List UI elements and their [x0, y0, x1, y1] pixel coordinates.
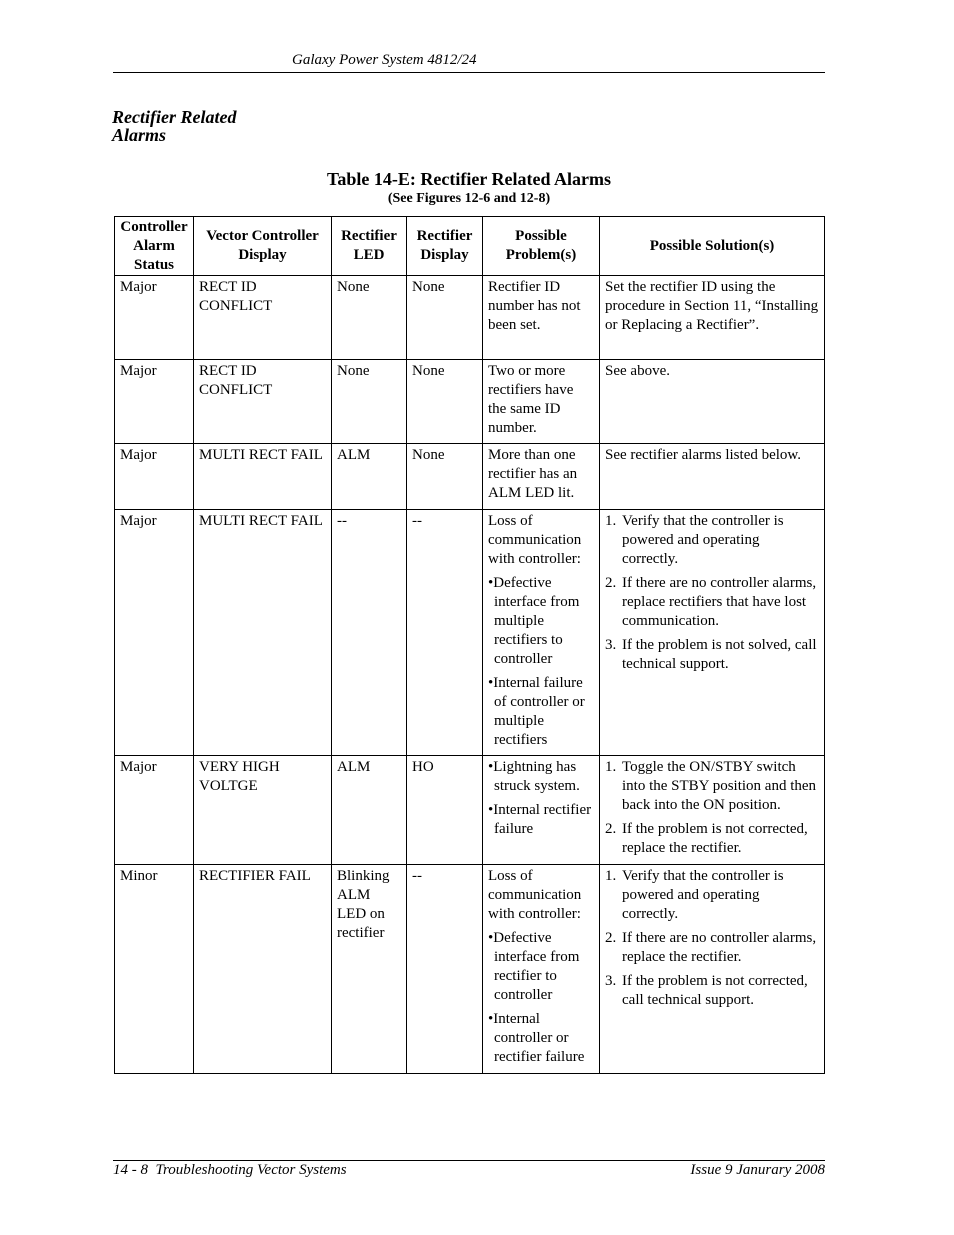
solution-steps [605, 512, 819, 674]
cell-rectifier-display: -- [407, 510, 483, 756]
section-heading [112, 108, 312, 144]
cell-possible-solution: See rectifier alarms listed below. [600, 444, 825, 510]
cell-possible-problem [483, 756, 600, 865]
table-subtitle: (See Figures 12-6 and 12-8) [387, 191, 551, 206]
cell-rectifier-led: -- [332, 510, 407, 756]
problem-bullet: •Internal failure of controller or multiple rectifiers [488, 675, 585, 748]
problem-bullet: •Lightning has struck system. [488, 759, 580, 794]
cell-alarm-status: Major [115, 360, 194, 444]
section-heading-line2: Alarms [112, 125, 167, 145]
cell-rectifier-display: HO [407, 756, 483, 865]
cell-alarm-status: Major [115, 276, 194, 360]
cell-possible-problem [483, 865, 600, 1074]
cell-possible-solution: See above. [600, 360, 825, 444]
solution-step [605, 972, 819, 1010]
cell-controller-display: RECTIFIER FAIL [194, 865, 332, 1074]
table-row [115, 444, 825, 510]
cell-rectifier-led: None [332, 276, 407, 360]
problem-bullet: •Defective interface from rectifier to controller [488, 930, 580, 1003]
cell-rectifier-led: Blinking ALM LED on rectifier [332, 865, 407, 1074]
step-text: Toggle the ON/STBY switch into the STBY position and then back into the ON position. [622, 759, 817, 813]
step-text: Verify that the controller is powered and operating correctly. [622, 868, 784, 922]
cell-possible-solution: Set the rectifier ID using the procedure in Section 11, “Installing or Replacing a Rectifier”. [600, 276, 825, 360]
cell-alarm-status: Major [115, 756, 194, 865]
col-header-alarm-status: Controller Alarm Status [115, 217, 194, 276]
cell-possible-solution [600, 865, 825, 1074]
problem-bullet: •Internal rectifier failure [488, 802, 592, 837]
table-row [115, 510, 825, 756]
solution-step [605, 758, 819, 815]
step-number: 1. [605, 513, 617, 529]
cell-controller-display: RECT ID CONFLICT [194, 360, 332, 444]
cell-rectifier-display: None [407, 276, 483, 360]
rectifier-alarms-table [114, 216, 825, 1074]
solution-steps [605, 758, 819, 858]
cell-rectifier-display: None [407, 444, 483, 510]
col-header-possible-solutions: Possible Solution(s) [600, 217, 825, 276]
col-header-possible-problems: Possible Problem(s) [483, 217, 600, 276]
cell-controller-display: VERY HIGH VOLTGE [194, 756, 332, 865]
problem-intro: Loss of communication with controller: [488, 868, 582, 922]
step-number: 1. [605, 759, 617, 775]
cell-controller-display: MULTI RECT FAIL [194, 444, 332, 510]
solution-step [605, 512, 819, 569]
solution-step [605, 574, 819, 631]
table-row [115, 360, 825, 444]
col-header-rectifier-led: Rectifier LED [332, 217, 407, 276]
cell-possible-problem: Rectifier ID number has not been set. [483, 276, 600, 360]
step-number: 2. [605, 821, 617, 837]
solution-steps [605, 867, 819, 1010]
problem-bullet: •Internal controller or rectifier failure [488, 1011, 585, 1065]
footer-page-label: 14 - 8 Troubleshooting Vector Systems [113, 1162, 347, 1178]
cell-rectifier-led: ALM [332, 756, 407, 865]
cell-alarm-status: Minor [115, 865, 194, 1074]
cell-rectifier-display: -- [407, 865, 483, 1074]
table-row [115, 276, 825, 360]
cell-alarm-status: Major [115, 444, 194, 510]
step-text: If the problem is not corrected, replace the rectifier. [622, 821, 808, 856]
step-text: If the problem is not corrected, call technical support. [622, 973, 808, 1008]
col-header-rectifier-display: Rectifier Display [407, 217, 483, 276]
problem-intro: Loss of communication with controller: [488, 513, 582, 567]
step-text: Verify that the controller is powered and operating correctly. [622, 513, 784, 567]
step-number: 2. [605, 575, 617, 591]
solution-step [605, 867, 819, 924]
table-title: Table 14-E: Rectifier Related Alarms [327, 169, 611, 189]
cell-rectifier-led: None [332, 360, 407, 444]
cell-possible-solution [600, 510, 825, 756]
header-rule [113, 72, 825, 73]
cell-rectifier-led: ALM [332, 444, 407, 510]
step-number: 3. [605, 637, 617, 653]
step-number: 3. [605, 973, 617, 989]
cell-possible-problem [483, 510, 600, 756]
step-text: If there are no controller alarms, replace rectifiers that have lost communication. [622, 575, 817, 629]
step-text: If there are no controller alarms, replace the rectifier. [622, 930, 817, 965]
cell-alarm-status: Major [115, 510, 194, 756]
col-header-controller-display: Vector Controller Display [194, 217, 332, 276]
solution-step [605, 636, 819, 674]
section-heading-line1: Rectifier Related [112, 107, 237, 127]
problem-bullet: •Defective interface from multiple rectifiers to controller [488, 575, 580, 667]
step-text: If the problem is not solved, call technical support. [622, 637, 817, 672]
table-row [115, 865, 825, 1074]
running-header: Galaxy Power System 4812/24 [292, 52, 477, 68]
step-number: 1. [605, 868, 617, 884]
solution-step [605, 820, 819, 858]
cell-rectifier-display: None [407, 360, 483, 444]
cell-possible-problem: More than one rectifier has an ALM LED lit. [483, 444, 600, 510]
solution-step [605, 929, 819, 967]
footer-issue-date: Issue 9 Janurary 2008 [690, 1162, 825, 1178]
table-row [115, 756, 825, 865]
footer-rule [113, 1160, 825, 1161]
cell-controller-display: MULTI RECT FAIL [194, 510, 332, 756]
step-number: 2. [605, 930, 617, 946]
cell-possible-solution [600, 756, 825, 865]
cell-controller-display: RECT ID CONFLICT [194, 276, 332, 360]
cell-possible-problem: Two or more rectifiers have the same ID number. [483, 360, 600, 444]
table-header-row [115, 217, 825, 276]
